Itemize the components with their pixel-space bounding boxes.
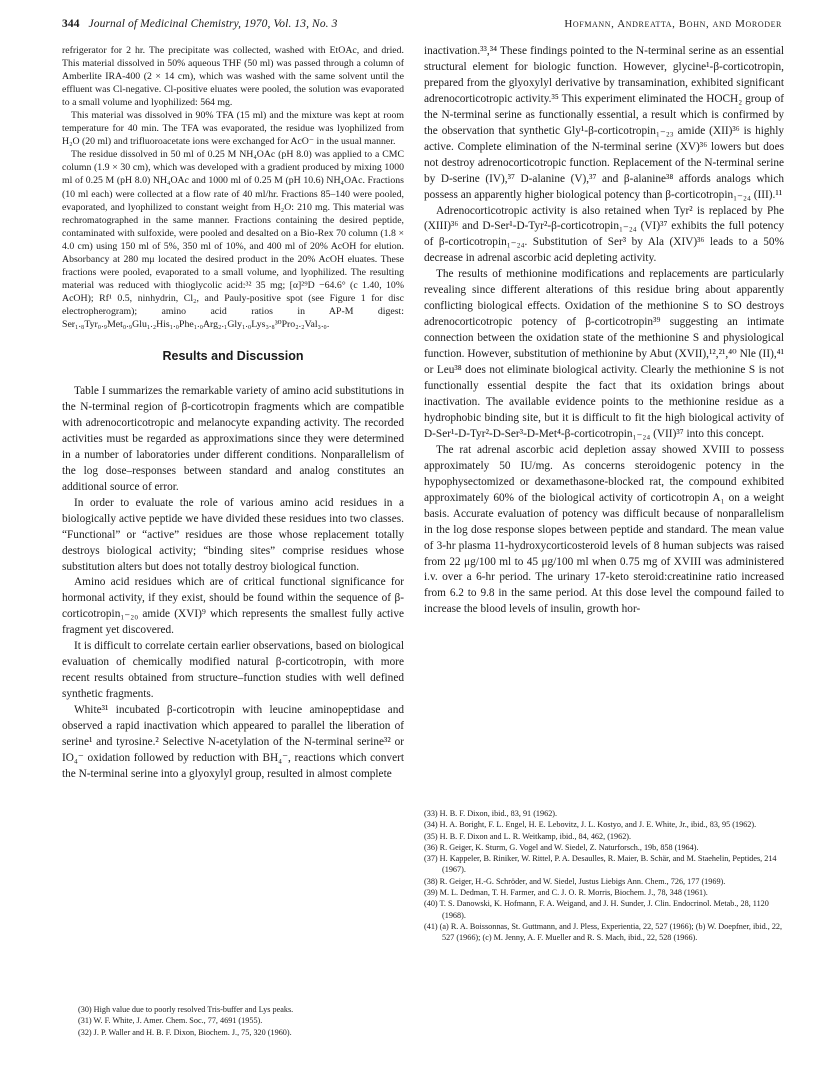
right-column	[424, 44, 784, 618]
left-column	[62, 44, 404, 783]
footnote: (37) H. Kappeler, B. Riniker, W. Rittel, P. A. Desaulles, R. Maier, B. Schär, and M. Staehelin, Peptides, 214 (1967).	[424, 854, 777, 875]
footnote: (34) H. A. Boright, F. L. Engel, H. E. Lebovitz, J. L. Kostyo, and J. E. White, Jr., ibid., 83, 95 (1962).	[424, 820, 757, 830]
body-paragraph: Adrenocorticotropic activity is also retained when Tyr² is replaced by Phe (XIII)³⁶ and D-Ser¹-D-Tyr²-β-corticotropin₁₋₂₄ (VI)³⁷ exhibits the full potency of β-corticotropin₁₋₂₄. Substitution of Ser³ by Ala (XIV)³⁶ leads to a 50% decrease in adrenal ascorbic acid depleting activity.	[424, 204, 784, 265]
footnote: (41) (a) R. A. Boissonnas, St. Guttmann, and J. Pless, Experientia, 22, 527 (1966); (b) W. Doepfner, ibid., 22, 527 (1966); (c) M. Jenny, A. F. Mueller and R. S. Mach, ibid., 22, 528 (1966).	[424, 921, 783, 943]
body-paragraph: inactivation.³³,³⁴ These findings pointed to the N-terminal serine as an essential structural element for biologic function. However, glycine¹-β-corticotropin, prepared from the glyoxylyl derivative by transamination, exhibited significant adrenocorticotropic activity.³⁵ This experiment eliminated the HOCH₂ group of the N-terminal serine as functionally essential, a result which is confirmed by the observation that synthetic Gly¹-β-corticotropin₁₋₂₃ amide (XII)³⁶ is highly active. Complete elimination of the N-terminal serine (XV)³⁶ lowers but does not destroy adrenocorticotropic function. Replacement of the N-terminal serine by D-serine (IV),³⁷ D-alanine (V),³⁷ and β-alanine³⁸ affords analogs which possess an apparently higher biological potency than β-corticotropin₁₋₂₄ (III).¹¹	[424, 45, 784, 201]
discussion-left	[62, 384, 404, 783]
footnote: (32) J. P. Waller and H. B. F. Dixon, Biochem. J., 75, 320 (1960).	[78, 1027, 292, 1037]
footnotes-right	[424, 808, 784, 944]
running-head-left	[62, 18, 337, 30]
body-paragraph: Table I summarizes the remarkable variety of amino acid substitutions in the N-terminal region of β-corticotropin fragments which are compatible with adrenocorticotropic and melanocyte expanding activity. The recorded activities must be regarded as approximations since they were determined in a number of laboratories under different conditions. Nonparallelism of the log dose–responses between standard and analog constitutes an additional source of error.	[62, 385, 404, 493]
experimental-paragraph: This material was dissolved in 90% TFA (15 ml) and the mixture was kept at room temperature for 40 min. The TFA was evaporated, the residue was lyophilized from H₂O (20 ml) and trifluoroacetate ions were exchanged for AcO⁻ in the usual manner.	[62, 110, 404, 148]
experimental-section	[62, 44, 404, 331]
page-number: 344	[62, 18, 80, 30]
body-paragraph: White³¹ incubated β-corticotropin with leucine aminopeptidase and observed a rapid inactivation which appeared to parallel the liberation of serine¹ and tyrosine.² Selective N-acetylation of the N-terminal serine³² or IO₄⁻ oxidation followed by reduction with BH₄⁻, reactions which convert the N-terminal serine into a glyoxylyl group, resulted in almost complete	[62, 704, 404, 780]
author-names: Hofmann, Andreatta, Bohn, and Moroder	[564, 18, 782, 30]
body-paragraph: In order to evaluate the role of various amino acid residues in a biologically active peptide we have divided these residues into two classes. “Functional” or “active” residues are those whose replacement totally destroys biological activity; “binding sites” comprise residues whose substitution alters but does not totally destroy biological function.	[62, 496, 404, 573]
section-heading: Results and Discussion	[162, 349, 304, 364]
footnote: (33) H. B. F. Dixon, ibid., 83, 91 (1962).	[424, 809, 558, 818]
running-head	[62, 18, 782, 30]
body-paragraph: The rat adrenal ascorbic acid depletion assay showed XVIII to possess approximately 50 IU/mg. As concerns steroidogenic potency in the hypophysectomized or dexamethasone-blocked rat, the compound exhibited approximately 60% of the biological activity of corticotropin A₁ on a weight basis. Accurate evaluation of potency was difficult because of nonparallelism in the log dose response slopes between peptide and standard. The mean value of 3-hr plasma 11-hydroxycorticosteroid levels of 8 human subjects was raised from 22 μg/100 ml to 45 μg/100 ml when 0.75 mg of XVIII was administered i.v. over a 6-hr period. The urinary 17-keto steroid:creatinine ratio increased from 6.2 to 9.8 in the same period. At this dose level the compound failed to increase the blood levels of insulin, growth hor-	[424, 443, 784, 616]
journal-citation: Journal of Medicinal Chemistry, 1970, Vol. 13, No. 3	[88, 18, 338, 30]
experimental-paragraph: The residue dissolved in 50 ml of 0.25 M NH₄OAc (pH 8.0) was applied to a CMC column (1.9 × 30 cm), which was developed with a gradient produced by mixing 1000 ml of 0.25 M (pH 8.0) NH₄OAc and 1000 ml of 0.25 M (pH 10.6) NH₄OAc. Fractions (10 ml each) were collected at a flow rate of 40 ml/hr. Fractions 85–140 were pooled, evaporated, and lyophilized to constant weight from H₂O: 210 mg. This material was rechromatographed in the same manner. Fractions containing the desired peptide, contaminated with sulfoxide, were pooled and desalted on a Bio-Rex 70 column (1.8 × 4.0 cm) using 150 ml of 5%, 350 ml of 10%, and 400 ml of 20% AcOH for elution. Absorbancy at 280 mμ located the desired product in the 20% AcOH eluates. These fractions were pooled, evaporated to a small volume, and lyophilized. The resulting material was reduced with thioglycolic acid:³² 35 mg; [α]²⁹D −64.6° (c 1.40, 10% AcOH); Rf¹ 0.5, ninhydrin, Cl₂, and Pauly-positive spot (see Figure 1 for disc electropherogram); amino acid ratios in AP-M digest: Ser₁.₈Tyr₀.₉Met₀.₉Glu₁.₂His₁.₀Phe₁.₀Arg₂.₁Gly₁.₀Lys₃.₈³⁰Pro₂.₂Val₃.₀.	[62, 149, 404, 330]
body-paragraph: The results of methionine modifications and replacements are particularly revealing since different alterations of this residue bring about apparently conflicting biological effects. Oxidation of the methionine S to SO destroys adrenocorticotropic potency of β-corticotropin³⁹ suggesting an intimate connection between the oxidation state of the methionine S and physiological function. However, substitution of methionine by Abut (XVII),¹²,²¹,⁴⁰ Nle (II),⁴¹ or Leu³⁸ does not eliminate biological activity. Clearly the methionine S is not functionally essential despite the fact that its oxidation brings about inactivation. The available evidence points to the methionine residue as a hydrophobic binding site, but it is difficult to fit the high biological activity of D-Ser¹-D-Tyr²-D-Ser³-D-Met⁴-β-corticotropin₁₋₂₄ (VII)³⁷ into this concept.	[424, 268, 784, 440]
footnote: (36) R. Geiger, K. Sturm, G. Vogel and W. Siedel, Z. Naturforsch., 19b, 858 (1964).	[424, 842, 699, 852]
experimental-paragraph: refrigerator for 2 hr. The precipitate was collected, washed with EtOAc, and dried. This material dissolved in 50% aqueous THF (50 ml) was passed through a column of Amberlite IRA-400 (2 × 14 cm), which was washed with the same solvent until the effluent was Cl-negative. Cl-positive eluates were pooled, the solution was evaporated to a small volume and lyophilized: 564 mg.	[62, 45, 404, 109]
footnote: (40) T. S. Danowski, K. Hofmann, F. A. Weigand, and J. H. Sunder, J. Clin. Endocrinol. Metab., 28, 1120 (1968).	[424, 899, 769, 920]
body-paragraph: It is difficult to correlate certain earlier observations, based on biological evaluation of chemically modified natural β-corticotropin, with more recent results obtained from structure–function studies with well defined synthetic fragments.	[62, 640, 404, 701]
footnote: (30) High value due to poorly resolved Tris-buffer and Lys peaks.	[78, 1005, 294, 1014]
footnote: (39) M. L. Dedman, T. H. Farmer, and C. J. O. R. Morris, Biochem. J., 78, 348 (1961).	[424, 888, 708, 898]
body-paragraph: Amino acid residues which are of critical functional significance for hormonal activity, if they exist, should be found within the sequence of β-corticotropin₁₋₂₀ amide (XVI)⁹ which represents the smallest fully active fragment yet discovered.	[62, 576, 404, 637]
footnotes-left	[62, 1004, 404, 1038]
footnote: (35) H. B. F. Dixon and L. R. Weitkamp, ibid., 84, 462, (1962).	[424, 831, 632, 841]
footnote: (38) R. Geiger, H.-G. Schröder, and W. Siedel, Justus Liebigs Ann. Chem., 726, 177 (1969).	[424, 876, 726, 886]
footnote: (31) W. F. White, J. Amer. Chem. Soc., 77, 4691 (1955).	[78, 1016, 263, 1026]
discussion-right	[424, 44, 784, 618]
